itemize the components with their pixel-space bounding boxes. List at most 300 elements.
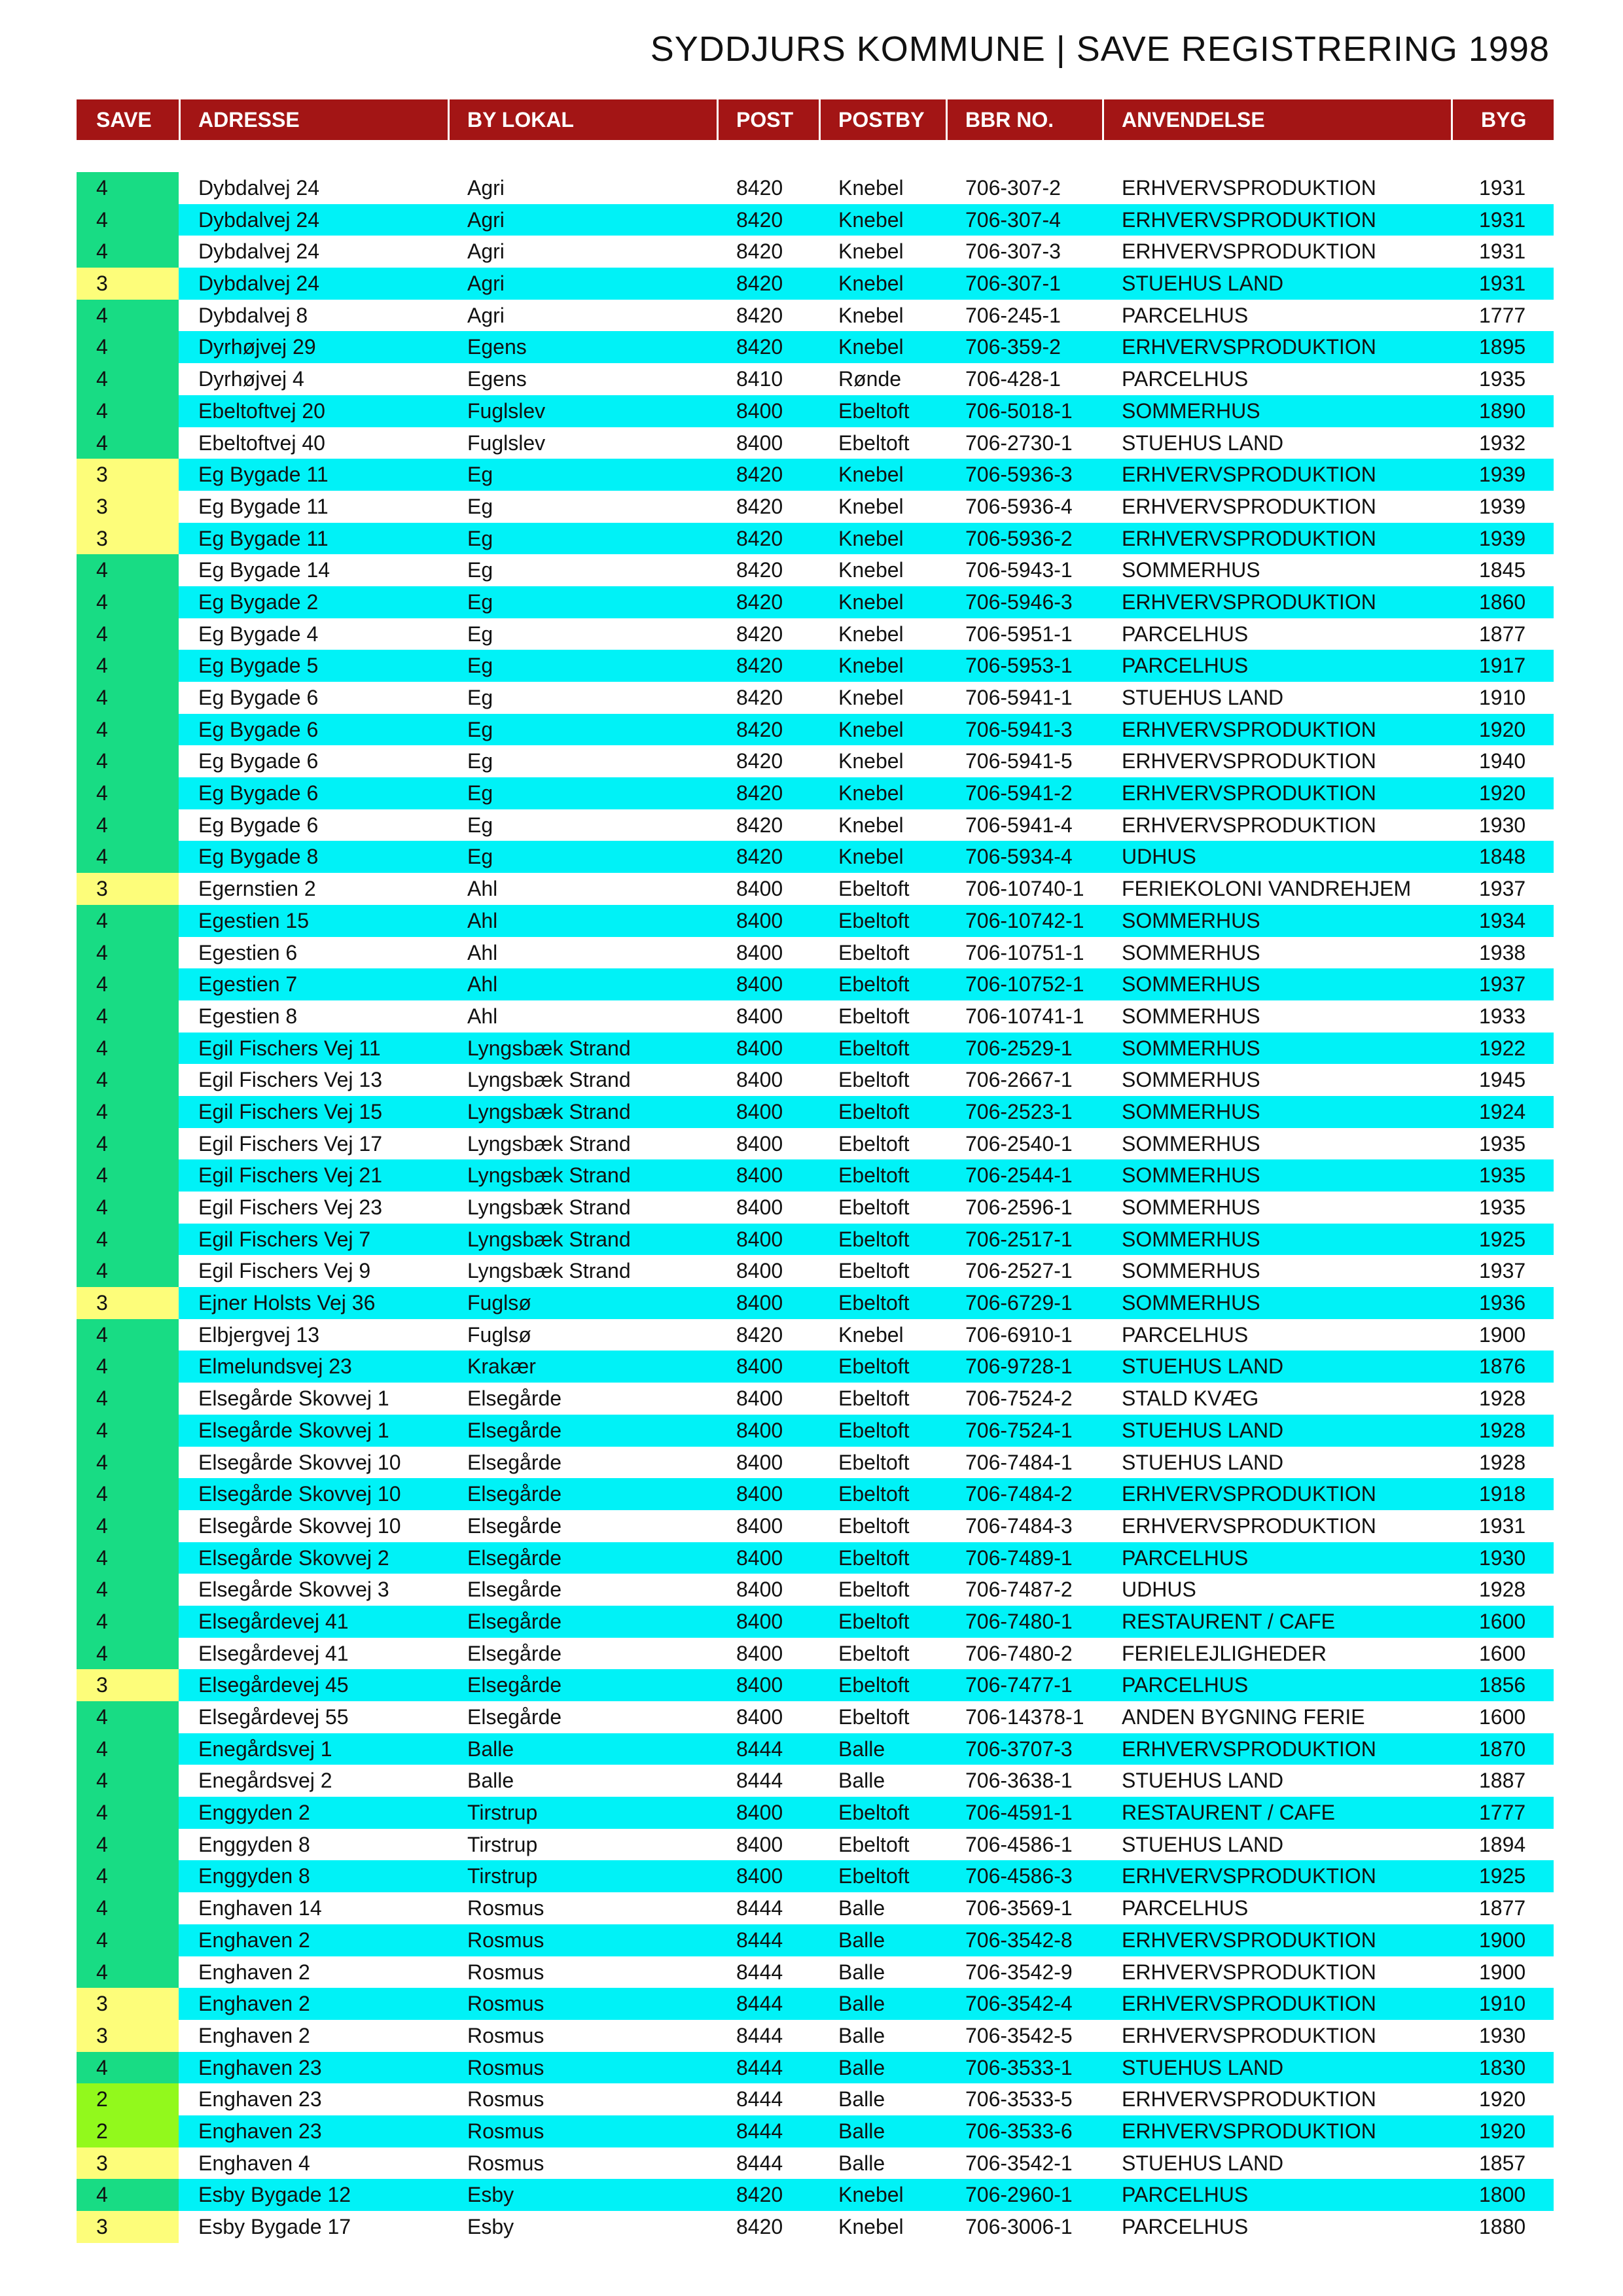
cell-postby: Ebeltoft [838, 1259, 910, 1283]
cell-byg: 1938 [1479, 940, 1526, 964]
cell-postby: Rønde [838, 367, 902, 391]
cell-postby: Balle [838, 2055, 885, 2079]
table-row [77, 2052, 1554, 2084]
cell-post: 8400 [736, 972, 783, 997]
table-row [77, 1892, 1554, 1924]
cell-save: 4 [77, 236, 179, 268]
cell-by-lokal: Krakær [467, 1354, 536, 1379]
cell-adresse: Ebeltoftvej 20 [198, 398, 325, 423]
cell-adresse: Dyrhøjvej 29 [198, 335, 316, 359]
cell-save: 4 [77, 1860, 179, 1892]
cell-byg: 1845 [1479, 558, 1526, 582]
cell-save: 4 [77, 427, 179, 459]
cell-byg: 1600 [1479, 1641, 1526, 1665]
cell-anvendelse: PARCELHUS [1122, 622, 1249, 646]
cell-byg: 1939 [1479, 526, 1526, 550]
table-row [77, 459, 1554, 491]
cell-post: 8444 [736, 1737, 783, 1761]
cell-adresse: Enghaven 23 [198, 2055, 322, 2079]
cell-by-lokal: Balle [467, 1769, 514, 1793]
cell-post: 8400 [736, 1864, 783, 1888]
cell-anvendelse: PARCELHUS [1122, 1896, 1249, 1920]
cell-anvendelse: STUEHUS LAND [1122, 272, 1284, 296]
cell-adresse: Elsegårde Skovvej 10 [198, 1482, 401, 1506]
cell-adresse: Eg Bygade 11 [198, 526, 329, 550]
cell-byg: 1600 [1479, 1609, 1526, 1633]
cell-bbr: 706-4591-1 [965, 1801, 1073, 1825]
cell-bbr: 706-2517-1 [965, 1227, 1073, 1251]
cell-postby: Ebeltoft [838, 1513, 910, 1538]
cell-byg: 1924 [1479, 1099, 1526, 1123]
cell-by-lokal: Rosmus [467, 1896, 544, 1920]
cell-postby: Knebel [838, 717, 904, 741]
cell-bbr: 706-7480-2 [965, 1641, 1073, 1665]
table-row [77, 1159, 1554, 1192]
cell-adresse: Elbjergvej 13 [198, 1322, 319, 1347]
table-row [77, 427, 1554, 459]
cell-postby: Ebeltoft [838, 972, 910, 997]
cell-bbr: 706-5941-5 [965, 749, 1073, 773]
cell-anvendelse: SOMMERHUS [1122, 1099, 1260, 1123]
table-row [77, 1383, 1554, 1415]
cell-adresse: Enegårdsvej 1 [198, 1737, 332, 1761]
table-row [77, 491, 1554, 523]
cell-anvendelse: SOMMERHUS [1122, 1195, 1260, 1219]
cell-anvendelse: ERHVERVSPRODUKTION [1122, 1482, 1376, 1506]
cell-by-lokal: Rosmus [467, 2055, 544, 2079]
cell-post: 8420 [736, 2183, 783, 2207]
cell-adresse: Egil Fischers Vej 11 [198, 1036, 381, 1060]
cell-anvendelse: STUEHUS LAND [1122, 1354, 1284, 1379]
cell-by-lokal: Eg [467, 781, 493, 805]
cell-anvendelse: RESTAURENT / CAFE [1122, 1609, 1335, 1633]
cell-anvendelse: ERHVERVSPRODUKTION [1122, 1992, 1376, 2016]
cell-adresse: Elsegårdevej 41 [198, 1609, 349, 1633]
cell-post: 8400 [736, 877, 783, 901]
cell-post: 8444 [736, 2087, 783, 2111]
cell-adresse: Egestien 15 [198, 908, 310, 932]
cell-postby: Ebeltoft [838, 1227, 910, 1251]
cell-by-lokal: Agri [467, 207, 505, 232]
cell-adresse: Dybdalvej 24 [198, 272, 319, 296]
cell-post: 8444 [736, 2151, 783, 2175]
cell-save: 3 [77, 2020, 179, 2052]
cell-postby: Ebeltoft [838, 1195, 910, 1219]
cell-by-lokal: Rosmus [467, 2023, 544, 2047]
cell-anvendelse: STUEHUS LAND [1122, 1450, 1284, 1474]
cell-post: 8400 [736, 1578, 783, 1602]
cell-by-lokal: Eg [467, 558, 493, 582]
cell-by-lokal: Eg [467, 494, 493, 518]
cell-adresse: Eg Bygade 6 [198, 717, 319, 741]
cell-postby: Balle [838, 1960, 885, 1984]
cell-save: 3 [77, 491, 179, 523]
cell-post: 8400 [736, 1705, 783, 1729]
cell-adresse: Elsegårdevej 45 [198, 1673, 349, 1697]
cell-postby: Ebeltoft [838, 1673, 910, 1697]
cell-post: 8420 [736, 207, 783, 232]
cell-byg: 1931 [1479, 272, 1526, 296]
cell-adresse: Eg Bygade 6 [198, 749, 319, 773]
cell-save: 4 [77, 1064, 179, 1096]
cell-save: 4 [77, 2052, 179, 2084]
cell-bbr: 706-10742-1 [965, 908, 1084, 932]
cell-save: 3 [77, 523, 179, 555]
cell-byg: 1890 [1479, 398, 1526, 423]
cell-bbr: 706-7484-2 [965, 1482, 1073, 1506]
cell-bbr: 706-5941-3 [965, 717, 1073, 741]
cell-postby: Knebel [838, 590, 904, 614]
cell-save: 4 [77, 1096, 179, 1128]
cell-post: 8400 [736, 940, 783, 964]
cell-adresse: Dybdalvej 24 [198, 207, 319, 232]
cell-anvendelse: STUEHUS LAND [1122, 1769, 1284, 1793]
cell-byg: 1877 [1479, 622, 1526, 646]
cell-save: 4 [77, 1797, 179, 1829]
cell-by-lokal: Lyngsbæk Strand [467, 1099, 631, 1123]
cell-byg: 1857 [1479, 2151, 1526, 2175]
cell-adresse: Eg Bygade 5 [198, 654, 319, 678]
cell-anvendelse: SOMMERHUS [1122, 1259, 1260, 1283]
table-row [77, 300, 1554, 332]
cell-post: 8400 [736, 1004, 783, 1028]
page-title: SYDDJURS KOMMUNE | SAVE REGISTRERING 1998 [650, 29, 1550, 69]
cell-post: 8420 [736, 654, 783, 678]
column-header-post: POST [717, 99, 793, 140]
cell-bbr: 706-245-1 [965, 303, 1061, 327]
table-row [77, 1924, 1554, 1956]
cell-adresse: Enghaven 2 [198, 1992, 310, 2016]
cell-anvendelse: PARCELHUS [1122, 303, 1249, 327]
cell-by-lokal: Elsegårde [467, 1482, 562, 1506]
cell-post: 8420 [736, 526, 783, 550]
cell-byg: 1848 [1479, 845, 1526, 869]
cell-by-lokal: Egens [467, 335, 527, 359]
cell-adresse: Egil Fischers Vej 17 [198, 1131, 383, 1156]
cell-bbr: 706-3542-9 [965, 1960, 1073, 1984]
cell-save: 4 [77, 1159, 179, 1192]
cell-byg: 1939 [1479, 494, 1526, 518]
cell-post: 8420 [736, 239, 783, 264]
cell-byg: 1935 [1479, 367, 1526, 391]
cell-bbr: 706-5936-3 [965, 463, 1073, 487]
cell-adresse: Egil Fischers Vej 13 [198, 1068, 383, 1092]
cell-by-lokal: Eg [467, 749, 493, 773]
cell-anvendelse: STUEHUS LAND [1122, 1832, 1284, 1856]
cell-postby: Ebeltoft [838, 1068, 910, 1092]
table-row [77, 745, 1554, 777]
cell-postby: Knebel [838, 463, 904, 487]
cell-bbr: 706-10741-1 [965, 1004, 1084, 1028]
cell-post: 8400 [736, 1163, 783, 1188]
cell-adresse: Eg Bygade 11 [198, 494, 329, 518]
cell-post: 8400 [736, 1418, 783, 1442]
table-row [77, 841, 1554, 873]
cell-adresse: Egil Fischers Vej 23 [198, 1195, 383, 1219]
cell-byg: 1934 [1479, 908, 1526, 932]
cell-postby: Knebel [838, 813, 904, 837]
cell-adresse: Enggyden 8 [198, 1832, 310, 1856]
cell-byg: 1940 [1479, 749, 1526, 773]
table-row [77, 1988, 1554, 2020]
cell-post: 8400 [736, 1099, 783, 1123]
table-row [77, 905, 1554, 937]
table-row [77, 554, 1554, 586]
cell-adresse: Eg Bygade 4 [198, 622, 319, 646]
cell-post: 8420 [736, 2215, 783, 2238]
cell-adresse: Egil Fischers Vej 7 [198, 1227, 371, 1251]
cell-adresse: Dyrhøjvej 4 [198, 367, 304, 391]
cell-byg: 1925 [1479, 1864, 1526, 1888]
cell-adresse: Eg Bygade 6 [198, 813, 319, 837]
cell-save: 3 [77, 268, 179, 300]
cell-bbr: 706-3542-5 [965, 2023, 1073, 2047]
cell-by-lokal: Fuglsø [467, 1322, 531, 1347]
cell-postby: Ebeltoft [838, 1163, 910, 1188]
cell-postby: Ebeltoft [838, 1578, 910, 1602]
cell-by-lokal: Balle [467, 1737, 514, 1761]
cell-save: 4 [77, 618, 179, 650]
cell-byg: 1894 [1479, 1832, 1526, 1856]
table-row [77, 1415, 1554, 1447]
cell-byg: 1931 [1479, 239, 1526, 264]
cell-save: 3 [77, 459, 179, 491]
cell-save: 4 [77, 172, 179, 204]
cell-anvendelse: SOMMERHUS [1122, 1004, 1260, 1028]
cell-anvendelse: ERHVERVSPRODUKTION [1122, 2087, 1376, 2111]
cell-anvendelse: FERIELEJLIGHEDER [1122, 1641, 1327, 1665]
cell-postby: Knebel [838, 239, 904, 264]
cell-adresse: Elsegårde Skovvej 10 [198, 1450, 401, 1474]
cell-anvendelse: FERIEKOLONI VANDREHJEM [1122, 877, 1412, 901]
cell-post: 8444 [736, 2023, 783, 2047]
cell-by-lokal: Lyngsbæk Strand [467, 1259, 631, 1283]
table-header [77, 99, 1554, 140]
cell-bbr: 706-9728-1 [965, 1354, 1073, 1379]
cell-adresse: Dybdalvej 24 [198, 239, 319, 264]
cell-post: 8410 [736, 367, 783, 391]
cell-by-lokal: Elsegårde [467, 1673, 562, 1697]
cell-adresse: Elsegårde Skovvej 10 [198, 1513, 401, 1538]
table-row [77, 1733, 1554, 1765]
cell-postby: Balle [838, 1896, 885, 1920]
cell-post: 8420 [736, 494, 783, 518]
cell-postby: Balle [838, 2023, 885, 2047]
cell-byg: 1932 [1479, 431, 1526, 455]
cell-save: 4 [77, 1542, 179, 1574]
table-row [77, 1701, 1554, 1733]
cell-anvendelse: ERHVERVSPRODUKTION [1122, 590, 1376, 614]
table-row [77, 1829, 1554, 1861]
cell-by-lokal: Eg [467, 813, 493, 837]
cell-adresse: Enghaven 2 [198, 1960, 310, 1984]
cell-bbr: 706-7489-1 [965, 1545, 1073, 1570]
cell-save: 4 [77, 745, 179, 777]
cell-post: 8420 [736, 845, 783, 869]
table-row [77, 1956, 1554, 1988]
cell-save: 4 [77, 1255, 179, 1287]
cell-by-lokal: Esby [467, 2183, 514, 2207]
cell-save: 3 [77, 2147, 179, 2180]
cell-anvendelse: ERHVERVSPRODUKTION [1122, 463, 1376, 487]
cell-byg: 1895 [1479, 335, 1526, 359]
cell-byg: 1925 [1479, 1227, 1526, 1251]
cell-postby: Ebeltoft [838, 877, 910, 901]
cell-byg: 1931 [1479, 176, 1526, 200]
cell-bbr: 706-359-2 [965, 335, 1061, 359]
cell-bbr: 706-2960-1 [965, 2183, 1073, 2207]
cell-byg: 1917 [1479, 654, 1526, 678]
cell-save: 4 [77, 968, 179, 1000]
cell-postby: Ebeltoft [838, 940, 910, 964]
cell-postby: Knebel [838, 558, 904, 582]
cell-adresse: Esby Bygade 17 [198, 2215, 351, 2238]
cell-save: 4 [77, 937, 179, 969]
cell-postby: Ebeltoft [838, 1482, 910, 1506]
cell-post: 8444 [736, 1928, 783, 1952]
cell-byg: 1922 [1479, 1036, 1526, 1060]
table-row [77, 268, 1554, 300]
cell-byg: 1910 [1479, 686, 1526, 709]
cell-byg: 1930 [1479, 1545, 1526, 1570]
cell-post: 8420 [736, 781, 783, 805]
cell-postby: Ebeltoft [838, 1832, 910, 1856]
cell-adresse: Dybdalvej 24 [198, 176, 319, 200]
cell-post: 8400 [736, 1832, 783, 1856]
cell-by-lokal: Tirstrup [467, 1832, 538, 1856]
cell-bbr: 706-7480-1 [965, 1609, 1073, 1633]
cell-post: 8400 [736, 1545, 783, 1570]
cell-adresse: Enghaven 4 [198, 2151, 310, 2175]
cell-anvendelse: ERHVERVSPRODUKTION [1122, 813, 1376, 837]
cell-by-lokal: Fuglslev [467, 431, 546, 455]
cell-postby: Balle [838, 1737, 885, 1761]
cell-postby: Ebeltoft [838, 1609, 910, 1633]
cell-post: 8444 [736, 1769, 783, 1793]
cell-byg: 1920 [1479, 781, 1526, 805]
cell-byg: 1931 [1479, 1513, 1526, 1538]
cell-by-lokal: Rosmus [467, 2119, 544, 2143]
cell-byg: 1937 [1479, 972, 1526, 997]
cell-by-lokal: Rosmus [467, 1928, 544, 1952]
cell-anvendelse: RESTAURENT / CAFE [1122, 1801, 1335, 1825]
cell-postby: Ebeltoft [838, 431, 910, 455]
table-row [77, 1096, 1554, 1128]
cell-bbr: 706-7524-2 [965, 1386, 1073, 1411]
cell-anvendelse: SOMMERHUS [1122, 908, 1260, 932]
table-row [77, 363, 1554, 395]
cell-byg: 1920 [1479, 717, 1526, 741]
cell-by-lokal: Eg [467, 686, 493, 709]
cell-by-lokal: Eg [467, 654, 493, 678]
cell-bbr: 706-3638-1 [965, 1769, 1073, 1793]
column-header-postby: POSTBY [819, 99, 925, 140]
table-row [77, 1287, 1554, 1319]
cell-save: 4 [77, 1606, 179, 1638]
cell-by-lokal: Agri [467, 303, 505, 327]
cell-postby: Knebel [838, 176, 904, 200]
cell-byg: 1777 [1479, 303, 1526, 327]
cell-anvendelse: PARCELHUS [1122, 367, 1249, 391]
cell-byg: 1935 [1479, 1195, 1526, 1219]
cell-post: 8420 [736, 303, 783, 327]
cell-adresse: Eg Bygade 11 [198, 463, 329, 487]
cell-save: 4 [77, 1478, 179, 1510]
table-row [77, 1351, 1554, 1383]
cell-post: 8420 [736, 272, 783, 296]
cell-save: 4 [77, 554, 179, 586]
cell-bbr: 706-307-4 [965, 207, 1061, 232]
cell-post: 8400 [736, 1227, 783, 1251]
cell-postby: Balle [838, 1928, 885, 1952]
cell-post: 8400 [736, 1068, 783, 1092]
cell-postby: Knebel [838, 494, 904, 518]
cell-byg: 1931 [1479, 207, 1526, 232]
cell-by-lokal: Rosmus [467, 2087, 544, 2111]
cell-bbr: 706-3533-5 [965, 2087, 1073, 2111]
cell-postby: Knebel [838, 781, 904, 805]
cell-anvendelse: SOMMERHUS [1122, 940, 1260, 964]
cell-byg: 1930 [1479, 2023, 1526, 2047]
table-row [77, 937, 1554, 969]
cell-anvendelse: STUEHUS LAND [1122, 431, 1284, 455]
cell-save: 4 [77, 1924, 179, 1956]
table-row [77, 523, 1554, 555]
cell-bbr: 706-5946-3 [965, 590, 1073, 614]
cell-postby: Knebel [838, 2183, 904, 2207]
cell-anvendelse: PARCELHUS [1122, 2215, 1249, 2238]
cell-postby: Knebel [838, 303, 904, 327]
cell-by-lokal: Elsegårde [467, 1513, 562, 1538]
cell-bbr: 706-3542-1 [965, 2151, 1073, 2175]
cell-by-lokal: Ahl [467, 877, 498, 901]
table-row [77, 873, 1554, 905]
cell-save: 4 [77, 905, 179, 937]
cell-by-lokal: Agri [467, 239, 505, 264]
cell-save: 4 [77, 1224, 179, 1256]
cell-save: 4 [77, 1574, 179, 1606]
cell-save: 4 [77, 714, 179, 746]
cell-bbr: 706-2527-1 [965, 1259, 1073, 1283]
cell-adresse: Elsegårde Skovvej 3 [198, 1578, 389, 1602]
cell-post: 8400 [736, 398, 783, 423]
cell-bbr: 706-3533-6 [965, 2119, 1073, 2143]
table-row [77, 968, 1554, 1000]
cell-bbr: 706-4586-3 [965, 1864, 1073, 1888]
cell-bbr: 706-2529-1 [965, 1036, 1073, 1060]
cell-by-lokal: Fuglsø [467, 1291, 531, 1315]
table-row [77, 650, 1554, 682]
cell-bbr: 706-6729-1 [965, 1291, 1073, 1315]
cell-anvendelse: ERHVERVSPRODUKTION [1122, 1513, 1376, 1538]
cell-bbr: 706-7524-1 [965, 1418, 1073, 1442]
cell-adresse: Egernstien 2 [198, 877, 316, 901]
table-row [77, 395, 1554, 427]
cell-save: 4 [77, 1415, 179, 1447]
cell-bbr: 706-5941-4 [965, 813, 1073, 837]
cell-anvendelse: SOMMERHUS [1122, 1131, 1260, 1156]
cell-save: 3 [77, 2211, 179, 2243]
cell-by-lokal: Ahl [467, 908, 498, 932]
cell-byg: 1928 [1479, 1450, 1526, 1474]
table-row [77, 331, 1554, 363]
cell-adresse: Enghaven 2 [198, 1928, 310, 1952]
cell-byg: 1777 [1479, 1801, 1526, 1825]
cell-by-lokal: Eg [467, 526, 493, 550]
cell-byg: 1945 [1479, 1068, 1526, 1092]
table-row [77, 236, 1554, 268]
cell-save: 4 [77, 841, 179, 873]
